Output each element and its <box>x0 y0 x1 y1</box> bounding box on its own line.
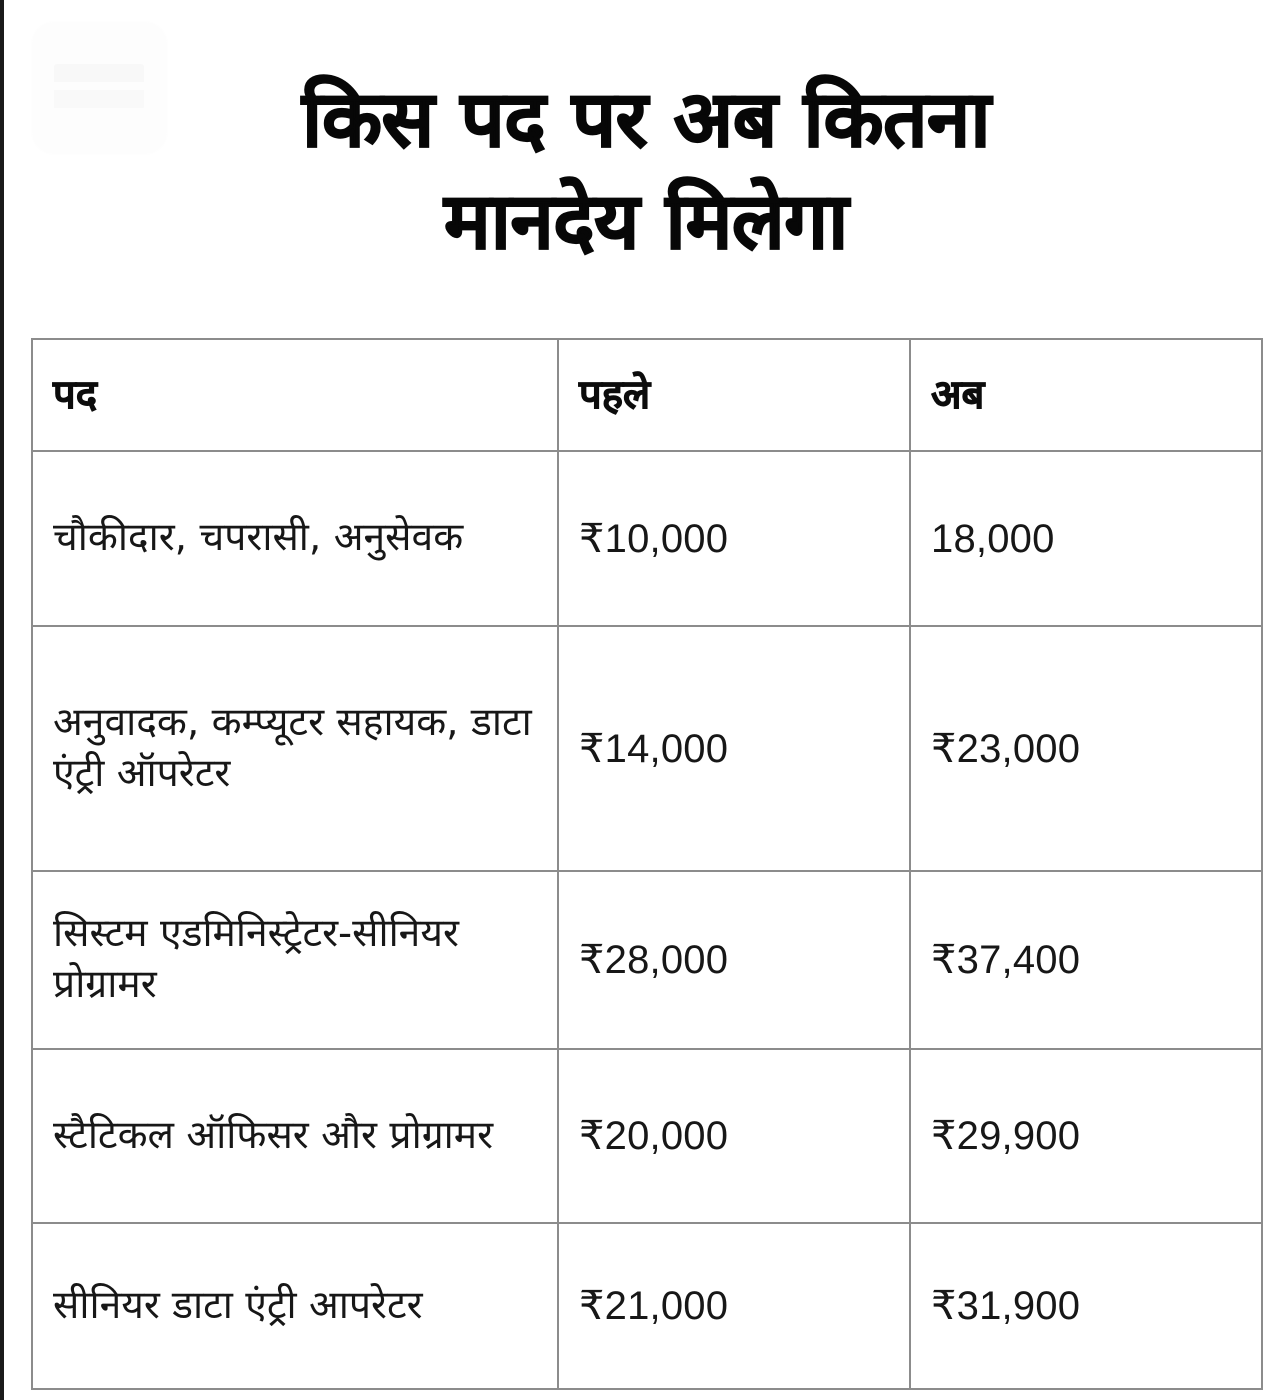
cell-post: चौकीदार, चपरासी, अनुसेवक <box>32 451 558 626</box>
cell-before: ₹28,000 <box>558 871 910 1049</box>
honorarium-table <box>31 338 1263 1390</box>
cell-now: ₹37,400 <box>910 871 1262 1049</box>
table-row <box>32 871 1262 1049</box>
table-header <box>32 339 1262 451</box>
cell-now: ₹31,900 <box>910 1223 1262 1389</box>
column-header-now: अब <box>910 339 1262 451</box>
cell-post: सीनियर डाटा एंट्री आपरेटर <box>32 1223 558 1389</box>
cell-now: ₹29,900 <box>910 1049 1262 1223</box>
table-row <box>32 626 1262 871</box>
table-body <box>32 451 1262 1389</box>
table-header-row <box>32 339 1262 451</box>
cell-post: स्टैटिकल ऑफिसर और प्रोग्रामर <box>32 1049 558 1223</box>
page-title-line-1: किस पद पर अब कितना <box>301 75 991 166</box>
column-header-before: पहले <box>558 339 910 451</box>
cell-now: 18,000 <box>910 451 1262 626</box>
cell-before: ₹21,000 <box>558 1223 910 1389</box>
table-row <box>32 1049 1262 1223</box>
honorarium-table-container <box>31 338 1261 1388</box>
cell-before: ₹14,000 <box>558 626 910 871</box>
table-row <box>32 451 1262 626</box>
table-row <box>32 1223 1262 1389</box>
cell-post: अनुवादक, कम्प्यूटर सहायक, डाटा एंट्री ऑपरेटर <box>32 626 558 871</box>
page-title-line-2: मानदेय मिलेगा <box>444 176 848 267</box>
cell-now: ₹23,000 <box>910 626 1262 871</box>
cell-post: सिस्टम एडमिनिस्ट्रेटर-सीनियर प्रोग्रामर <box>32 871 558 1049</box>
column-header-post: पद <box>32 339 558 451</box>
cell-before: ₹10,000 <box>558 451 910 626</box>
page-title <box>4 70 1284 273</box>
cell-before: ₹20,000 <box>558 1049 910 1223</box>
